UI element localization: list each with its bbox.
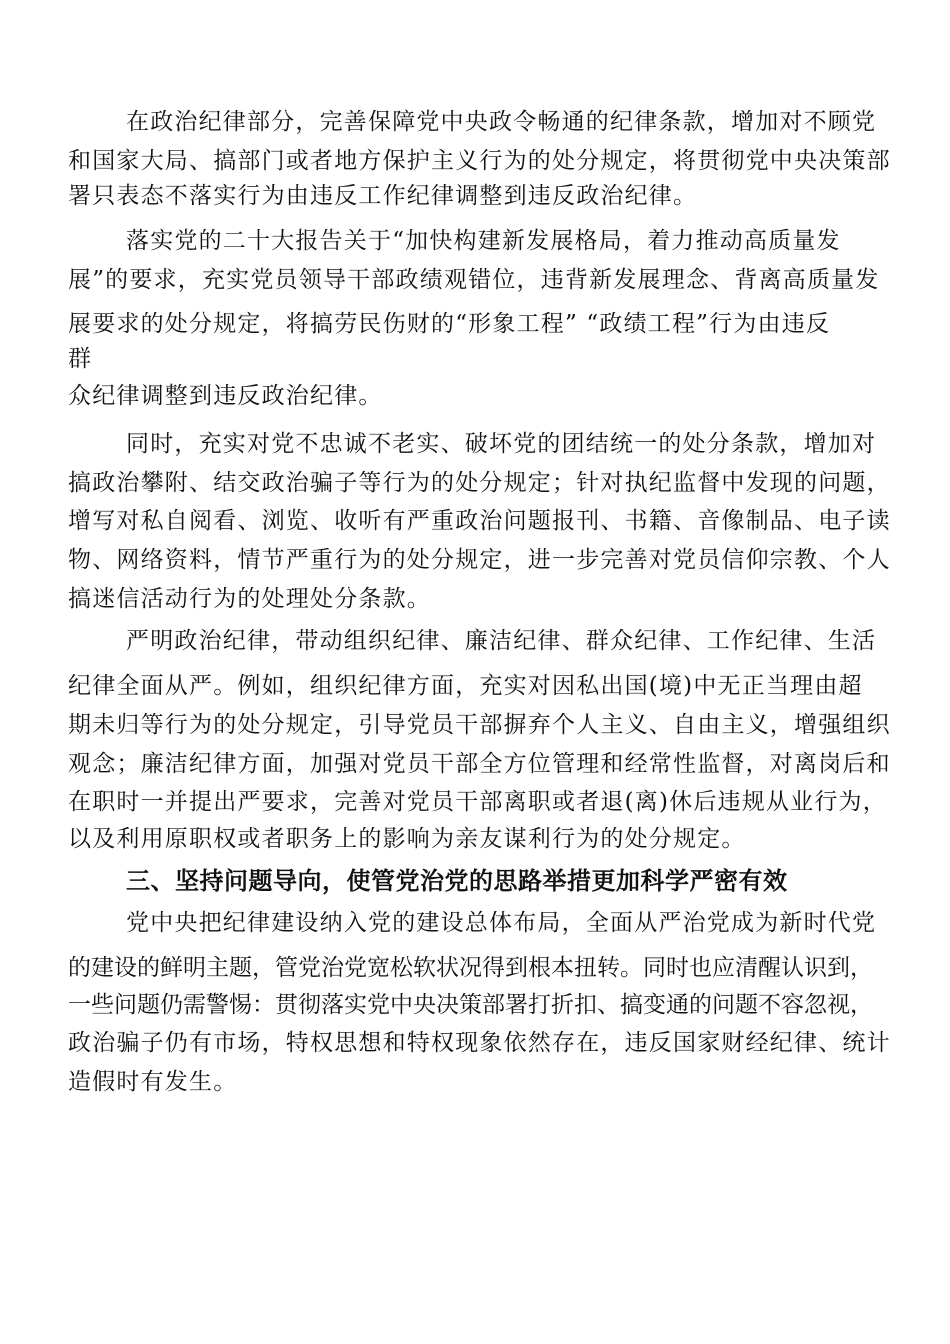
paragraph-line: 群 <box>68 346 93 372</box>
paragraph-line: 同时，充实对党不忠诚不老实、破坏党的团结统一的处分条款，增加对 <box>126 431 877 457</box>
paragraph-line: 众纪律调整到违反政治纪律。 <box>68 383 383 409</box>
paragraph-line: 以及利用原职权或者职务上的影响为亲友谋利行为的处分规定。 <box>68 826 746 852</box>
paragraph-line: 的建设的鲜明主题，管党治党宽松软状况得到根本扭转。同时也应清醒认识到， <box>68 955 873 981</box>
paragraph-line: 在政治纪律部分，完善保障党中央政令畅通的纪律条款，增加对不顾党 <box>126 109 877 135</box>
paragraph-line: 严明政治纪律，带动组织纪律、廉洁纪律、群众纪律、工作纪律、生活 <box>126 628 877 654</box>
paragraph-line: 纪律全面从严。例如，组织纪律方面，充实对因私出国(境)中无正当理由超 <box>68 673 863 699</box>
paragraph-line: 和国家大局、搞部门或者地方保护主义行为的处分规定，将贯彻党中央决策部 <box>68 148 891 174</box>
paragraph-line: 落实党的二十大报告关于“加快构建新发展格局，着力推动高质量发 <box>126 228 841 254</box>
paragraph-line: 期未归等行为的处分规定，引导党员干部摒弃个人主义、自由主义，增强组织 <box>68 712 891 738</box>
paragraph-line: 展要求的处分规定，将搞劳民伤财的“形象工程” “政绩工程”行为由违反 <box>68 311 831 337</box>
paragraph-line: 署只表态不落实行为由违反工作纪律调整到违反政治纪律。 <box>68 183 698 209</box>
paragraph-line: 党中央把纪律建设纳入党的建设总体布局，全面从严治党成为新时代党 <box>126 910 877 936</box>
paragraph-line: 造假时有发生。 <box>68 1069 238 1095</box>
paragraph-line: 政治骗子仍有市场，特权思想和特权现象依然存在，违反国家财经纪律、统计 <box>68 1030 891 1056</box>
paragraph-line: 搞迷信活动行为的处理处分条款。 <box>68 586 431 612</box>
paragraph-line: 增写对私自阅看、浏览、收听有严重政治问题报刊、书籍、音像制品、电子读 <box>68 508 891 534</box>
section-heading: 三、坚持问题导向，使管党治党的思路举措更加科学严密有效 <box>126 867 788 895</box>
paragraph-line: 观念；廉洁纪律方面，加强对党员干部全方位管理和经常性监督，对离岗后和 <box>68 751 891 777</box>
paragraph-line: 展”的要求，充实党员领导干部政绩观错位，违背新发展理念、背离高质量发 <box>68 267 880 293</box>
paragraph-line: 物、网络资料，情节严重行为的处分规定，进一步完善对党员信仰宗教、个人 <box>68 547 891 573</box>
paragraph-line: 在职时一并提出严要求，完善对党员干部离职或者退(离)休后违规从业行为， <box>68 789 887 815</box>
paragraph-line: 搞政治攀附、结交政治骗子等行为的处分规定；针对执纪监督中发现的问题， <box>68 470 891 496</box>
paragraph-line: 一些问题仍需警惕：贯彻落实党中央决策部署打折扣、搞变通的问题不容忽视， <box>68 992 873 1018</box>
